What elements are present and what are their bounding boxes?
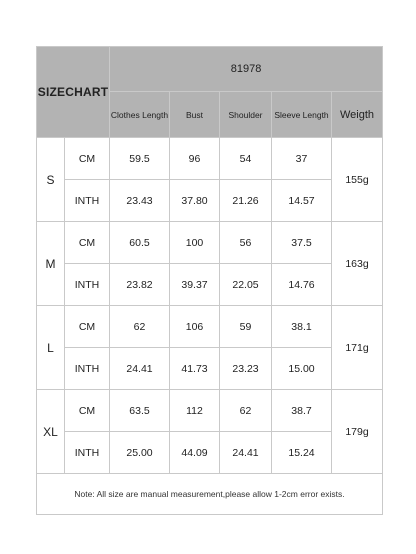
cell-clothes-length: 59.5: [110, 138, 170, 180]
product-code: 81978: [110, 47, 383, 92]
cell-sleeve-length: 15.00: [272, 348, 332, 390]
size-label: L: [37, 306, 65, 390]
size-label: M: [37, 222, 65, 306]
cell-clothes-length: 63.5: [110, 390, 170, 432]
cell-bust: 100: [170, 222, 220, 264]
cell-shoulder: 56: [220, 222, 272, 264]
table-row: [37, 432, 383, 474]
cell-sleeve-length: 15.24: [272, 432, 332, 474]
unit-inch: INTH: [65, 264, 110, 306]
cell-clothes-length: 24.41: [110, 348, 170, 390]
table-row: [37, 306, 383, 348]
cell-shoulder: 23.23: [220, 348, 272, 390]
table-row: [37, 138, 383, 180]
size-chart-title: SIZECHART: [37, 47, 110, 138]
cell-bust: 39.37: [170, 264, 220, 306]
unit-inch: INTH: [65, 180, 110, 222]
table-row: [37, 348, 383, 390]
column-header-shoulder: Shoulder: [220, 92, 272, 138]
cell-sleeve-length: 37.5: [272, 222, 332, 264]
cell-clothes-length: 60.5: [110, 222, 170, 264]
cell-shoulder: 59: [220, 306, 272, 348]
cell-weight: 163g: [332, 222, 383, 306]
cell-sleeve-length: 37: [272, 138, 332, 180]
cell-shoulder: 22.05: [220, 264, 272, 306]
cell-shoulder: 54: [220, 138, 272, 180]
measurement-note: Note: All size are manual measurement,please allow 1-2cm error exists.: [37, 474, 383, 515]
unit-inch: INTH: [65, 432, 110, 474]
cell-clothes-length: 23.82: [110, 264, 170, 306]
cell-clothes-length: 25.00: [110, 432, 170, 474]
column-header-clothes-length: Clothes Length: [110, 92, 170, 138]
size-chart-table: [36, 46, 383, 515]
unit-cm: CM: [65, 222, 110, 264]
table-row: [37, 180, 383, 222]
cell-sleeve-length: 38.1: [272, 306, 332, 348]
cell-weight: 179g: [332, 390, 383, 474]
cell-clothes-length: 23.43: [110, 180, 170, 222]
unit-cm: CM: [65, 138, 110, 180]
cell-bust: 37.80: [170, 180, 220, 222]
cell-bust: 44.09: [170, 432, 220, 474]
unit-inch: INTH: [65, 348, 110, 390]
column-header-sleeve-length: Sleeve Length: [272, 92, 332, 138]
column-header-weight: Weigth: [332, 92, 383, 138]
size-label: XL: [37, 390, 65, 474]
cell-bust: 41.73: [170, 348, 220, 390]
cell-shoulder: 21.26: [220, 180, 272, 222]
cell-bust: 106: [170, 306, 220, 348]
cell-shoulder: 24.41: [220, 432, 272, 474]
cell-bust: 96: [170, 138, 220, 180]
size-label: S: [37, 138, 65, 222]
cell-weight: 155g: [332, 138, 383, 222]
cell-sleeve-length: 38.7: [272, 390, 332, 432]
column-header-bust: Bust: [170, 92, 220, 138]
cell-bust: 112: [170, 390, 220, 432]
unit-cm: CM: [65, 306, 110, 348]
unit-cm: CM: [65, 390, 110, 432]
table-row: [37, 264, 383, 306]
cell-sleeve-length: 14.57: [272, 180, 332, 222]
cell-sleeve-length: 14.76: [272, 264, 332, 306]
cell-shoulder: 62: [220, 390, 272, 432]
cell-weight: 171g: [332, 306, 383, 390]
cell-clothes-length: 62: [110, 306, 170, 348]
table-row: [37, 390, 383, 432]
table-row: [37, 222, 383, 264]
